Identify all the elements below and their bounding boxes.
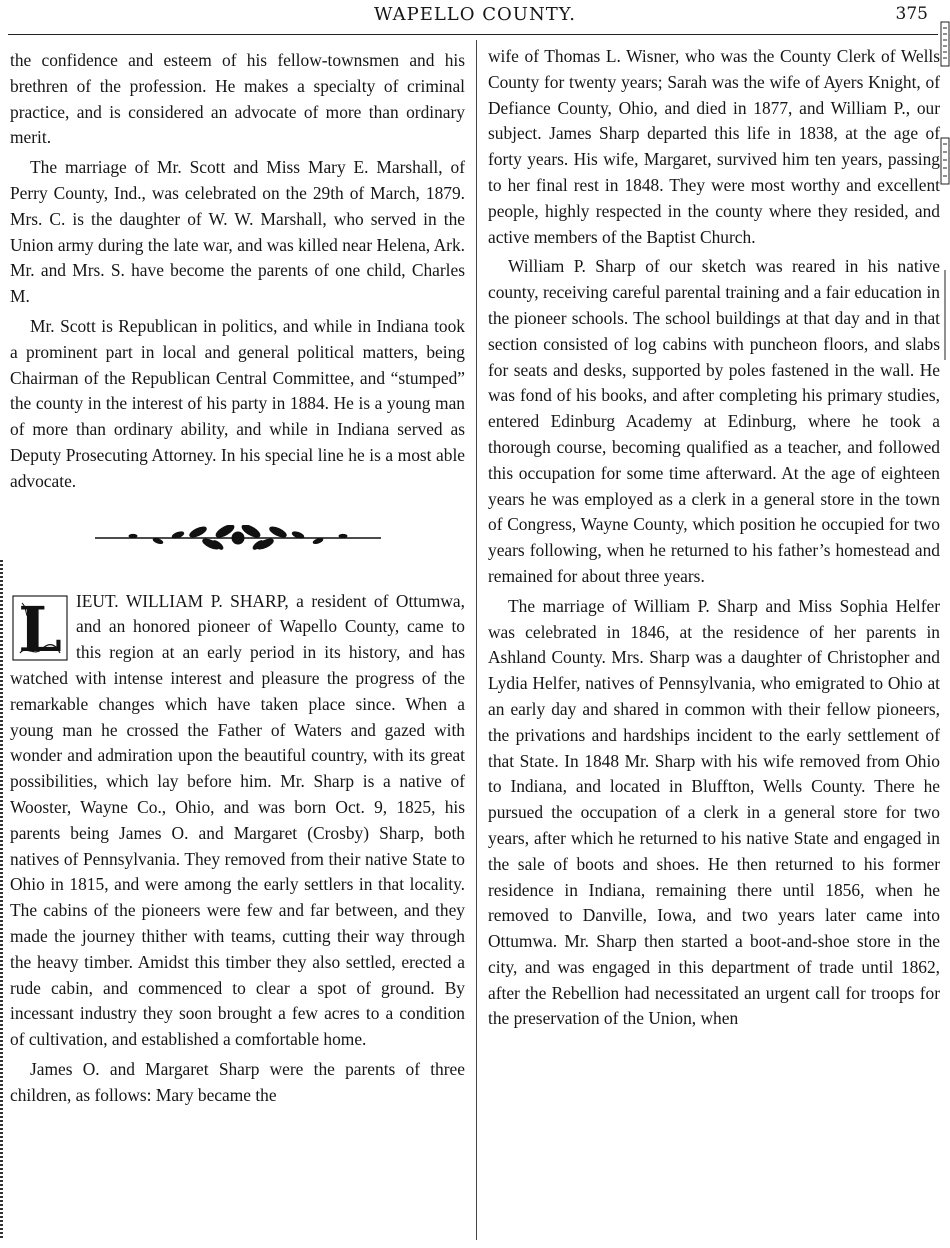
decorative-initial-letter [12, 595, 68, 661]
paragraph: The marriage of Mr. Scott and Miss Mary E. Marshall, of Perry County, Ind., was celebrated on the 29th of March, 1879. Mrs. C. is the daughter of W. W. Marshall, who served in the Union army during the late war, and was killed near Helena, Ark. Mr. and Mrs. S. have become the parents of one child, Charles M. [10, 157, 465, 307]
paragraph: James O. and Margaret Sharp were the parents of three children, as follows: Mary became the [10, 1058, 465, 1105]
biography-text: a resident of Ottumwa, and an honored pioneer of Wapello County, came to this region at an early period in its history, and has watched with intense interest and pleasure the progress of the remarkable changes which have taken place since. When a young man he crossed the Father of Waters and gazed with wonder and admiration upon the beautiful country, with its great possibilities, which lay before him. Mr. Sharp is a native of Wooster, Wayne Co., Ohio, and was born Oct. 9, 1825, his parents being James O. and Margaret (Crosby) Sharp, both natives of Pennsylvania. They removed from their native State to Ohio in 1815, and were among the early settlers in that locality. The cabins of the pioneers were few and far between, and they made the journey thither with teams, cutting their way through the heavy timber. Amidst this timber they also settled, erected a rude cabin, and commenced to clear a spot of ground. By incessant industry they soon brought a few acres to a condition of cultivation, and established a comfortable home. [10, 590, 465, 1050]
page-header [0, 2, 950, 32]
paragraph: Mr. Scott is Republican in politics, and while in Indiana took a prominent part in local and general political matters, being Chairman of the Republican Central Committee, and “stumped” the county in the interest of his party in 1884. He is a young man of more than ordinary ability, and while in Indiana served as Deputy Prosecuting Attorney. In his special line he is a most able advocate. [10, 315, 465, 491]
header-rule [8, 34, 938, 35]
right-column [488, 44, 940, 1036]
floral-ornament [93, 525, 383, 551]
left-binding-edge [0, 560, 3, 1240]
biography-heading: IEUT. WILLIAM P. SHARP, [76, 590, 289, 611]
biography-opening [10, 589, 465, 1053]
dropcap-letter: L [18, 594, 62, 661]
page-number: 375 [895, 4, 928, 24]
paragraph: The marriage of William P. Sharp and Miss Sophia Helfer was celebrated in 1846, at the residence of her parents in Ashland County. Mrs. Sharp was a daughter of Christopher and Lydia Helfer, natives of Pennsylvania, who emigrated to Ohio at an early day and shared in common with their fellow pioneers, the privations and hardships incident to the early settlement of that State. In 1848 Mr. Sharp with his wife removed from Ohio to Indiana, and located in Bluffton, Wells County. There he pursued the occupation of a clerk in a general store for two years, after which he returned to his native State and engaged in the sale of boots and shoes. He then returned to his former residence in Indiana, remaining there until 1856, when he removed to Danville, Iowa, and two years later came into Ottumwa. Mr. Sharp then started a boot-and-shoe store in the city, and was engaged in this department of trade until 1862, after the Rebellion had necessitated an urgent call for troops for the preservation of the Union, when [488, 595, 940, 1029]
right-binding-edge [940, 20, 950, 400]
column-divider [476, 40, 477, 1240]
left-column [10, 48, 465, 1112]
paragraph: William P. Sharp of our sketch was reared in his native county, receiving careful parental training and a fair education in the pioneer schools. The school buildings at that day and in that section consisted of log cabins with puncheon floors, and slabs for seats and desks, supported by poles fastened in the wall. He was fond of his books, and after completing his primary studies, entered Edinburg Academy at Edinburg, where he took a thorough course, becoming qualified as a teacher, and followed this occupation for some time afterward. At the age of eighteen years he was employed as a clerk in a general store in the town of Congress, Wayne County, which position he occupied for two years following, when he returned to his father’s homestead and remained for about three years. [488, 256, 940, 586]
paragraph: wife of Thomas L. Wisner, who was the County Clerk of Wells County for twenty years; Sarah was the wife of Ayers Knight, of Defiance County, Ohio, and died in 1877, and William P., our subject. James Sharp departed this life in 1838, at the age of forty years. His wife, Margaret, survived him ten years, passing to her final rest in 1848. They were most worthy and excellent people, highly respected in the county where they resided, and active members of the Baptist Church. [488, 46, 940, 247]
running-title: WAPELLO COUNTY. [374, 4, 576, 25]
paragraph: the confidence and esteem of his fellow-townsmen and his brethren of the profession. He makes a specialty of criminal practice, and is considered an advocate of more than ordinary merit. [10, 50, 465, 148]
